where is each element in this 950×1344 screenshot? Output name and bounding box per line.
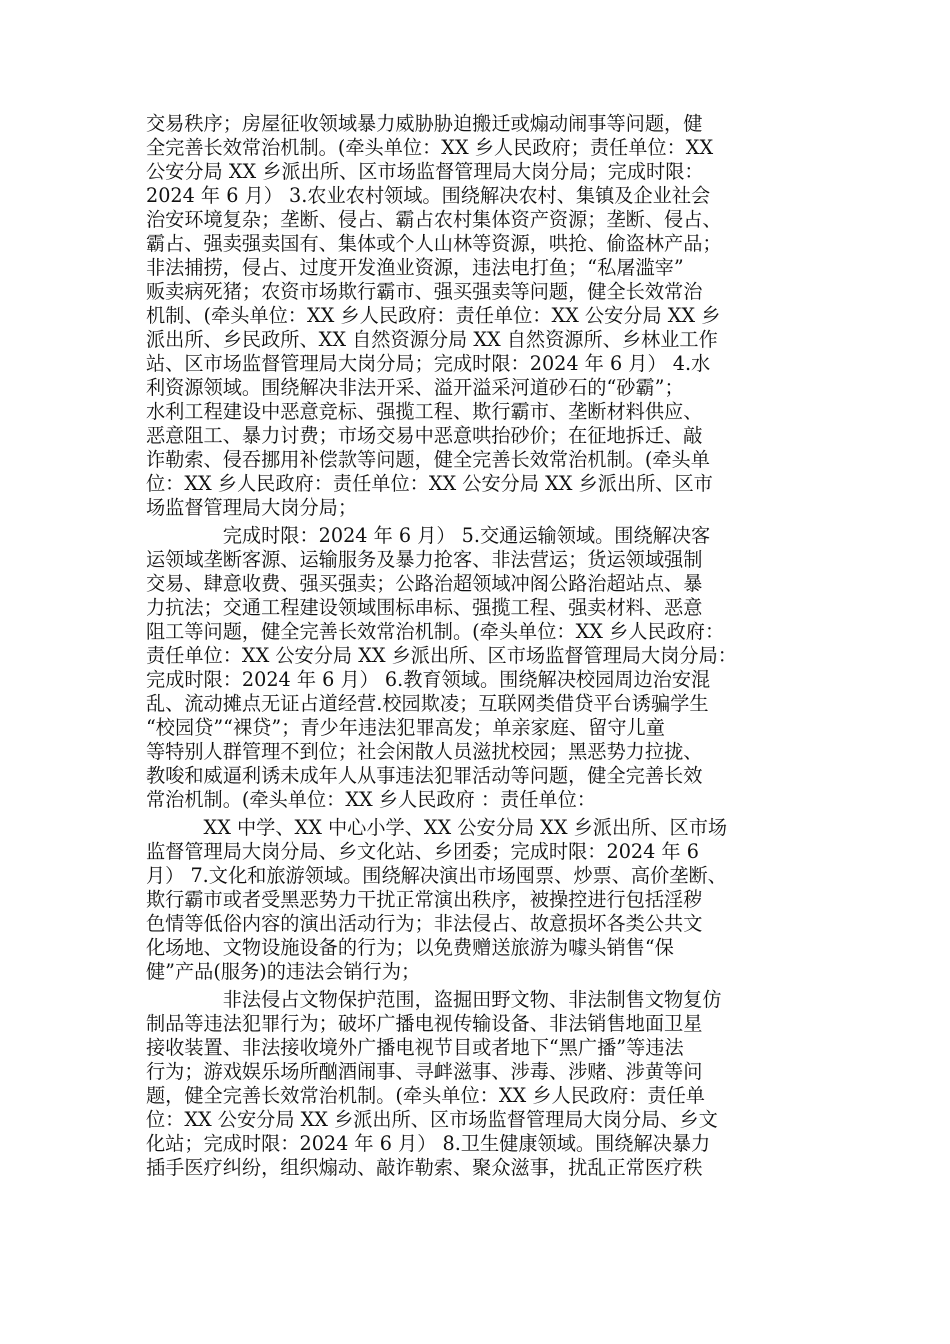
body-text-line: 健”产品(服务)的违法会销行为； bbox=[146, 960, 421, 983]
body-text-line: 乱、流动摊点无证占道经营.校园欺凌；互联网类借贷平台诱骗学生 bbox=[146, 692, 709, 715]
body-text-line: 霸占、强卖强卖国有、集体或个人山林等资源，哄抢、偷盗林产品； bbox=[146, 232, 722, 255]
body-text-line: 接收装置、非法接收境外广播电视节目或者地下“黑广播”等违法 bbox=[146, 1036, 684, 1059]
body-text-line: 利资源领域。围绕解决非法开采、溢开溢采河道砂石的“砂霸”； bbox=[146, 376, 684, 399]
body-text-line: 交易、肆意收费、强买强卖；公路治超领域冲阁公路治超站点、暴 bbox=[146, 572, 703, 595]
body-text-line: 完成时限：2024 年 6 月） 6.教育领域。围绕解决校园周边治安混 bbox=[146, 668, 711, 691]
body-text-line: 非法侵占文物保护范围，盗掘田野文物、非法制售文物复仿 bbox=[146, 988, 722, 1011]
body-text-line: 等特别人群管理不到位；社会闲散人员滋扰校园；黑恶势力拉拢、 bbox=[146, 740, 703, 763]
body-text-line: 全完善长效常治机制。(牵头单位：XX 乡人民政府；责任单位：XX bbox=[146, 136, 714, 159]
body-text-line: 欺行霸市或者受黑恶势力干扰正常演出秩序，被操控进行包括淫秽 bbox=[146, 888, 703, 911]
body-text-line: 水利工程建设中恶意竞标、强揽工程、欺行霸市、垄断材料供应、 bbox=[146, 400, 703, 423]
body-text-line: 机制、(牵头单位：XX 乡人民政府：责任单位：XX 公安分局 XX 乡 bbox=[146, 304, 721, 327]
body-text-line: 位：XX 乡人民政府：责任单位：XX 公安分局 XX 乡派出所、区市 bbox=[146, 472, 713, 495]
body-text-line: XX 中学、XX 中心小学、XX 公安分局 XX 乡派出所、区市场 bbox=[146, 816, 728, 839]
body-text-line: 化站；完成时限：2024 年 6 月） 8.卫生健康领域。围绕解决暴力 bbox=[146, 1132, 711, 1155]
body-text-line: 教唆和威逼利诱未成年人从事违法犯罪活动等问题，健全完善长效 bbox=[146, 764, 703, 787]
body-text-line: 阻工等问题，健全完善长效常治机制。(牵头单位：XX 乡人民政府： bbox=[146, 620, 725, 643]
body-text-line: 完成时限：2024 年 6 月） 5.交通运输领域。围绕解决客 bbox=[146, 524, 711, 547]
body-text-line: 运领域垄断客源、运输服务及暴力抢客、非法营运；货运领域强制 bbox=[146, 548, 703, 571]
body-text-line: 化场地、文物设施设备的行为；以免费赠送旅游为噱头销售“保 bbox=[146, 936, 674, 959]
body-text-line: 场监督管理局大岗分局； bbox=[146, 496, 358, 519]
body-text-line: 力抗法；交通工程建设领域围标串标、强揽工程、强卖材料、恶意 bbox=[146, 596, 703, 619]
body-text-line: 站、区市场监督管理局大岗分局；完成时限：2024 年 6 月） 4.水 bbox=[146, 352, 711, 375]
body-text-line: 派出所、乡民政所、XX 自然资源分局 XX 自然资源所、乡林业工作 bbox=[146, 328, 718, 351]
body-text-line: 位：XX 公安分局 XX 乡派出所、区市场监督管理局大岗分局、乡文 bbox=[146, 1108, 718, 1131]
body-text-line: 恶意阻工、暴力讨费；市场交易中恶意哄抬砂价；在征地拆迁、敲 bbox=[146, 424, 703, 447]
body-text-line: 监督管理局大岗分局、乡文化站、乡团委；完成时限：2024 年 6 bbox=[146, 840, 699, 863]
body-text-line: 责任单位：XX 公安分局 XX 乡派出所、区市场监督管理局大岗分局： bbox=[146, 644, 737, 667]
body-text-line: 2024 年 6 月） 3.农业农村领域。围绕解决农村、集镇及企业社会 bbox=[146, 184, 711, 207]
body-text-line: 常治机制。(牵头单位：XX 乡人民政府 ：责任单位： bbox=[146, 788, 596, 811]
body-text-line: 诈勒索、侵吞挪用补偿款等问题，健全完善长效常治机制。(牵头单 bbox=[146, 448, 710, 471]
body-text-line: 非法捕捞，侵占、过度开发渔业资源，违法电打鱼；“私屠滥宰” bbox=[146, 256, 684, 279]
body-text-line: 交易秩序；房屋征收领域暴力威胁胁迫搬迁或煽动闹事等问题，健 bbox=[146, 112, 703, 135]
body-text-line: 月） 7.文化和旅游领域。围绕解决演出市场囤票、炒票、高价垄断、 bbox=[146, 864, 727, 887]
body-text-line: 题，健全完善长效常治机制。(牵头单位：XX 乡人民政府：责任单 bbox=[146, 1084, 705, 1107]
body-text-line: 治安环境复杂；垄断、侵占、霸占农村集体资产资源；垄断、侵占、 bbox=[146, 208, 722, 231]
body-text-line: “校园贷”“裸贷”；青少年违法犯罪高发；单亲家庭、留守儿童 bbox=[146, 716, 665, 739]
body-text-line: 贩卖病死猪；农资市场欺行霸市、强买强卖等问题，健全长效常治 bbox=[146, 280, 703, 303]
body-text-line: 插手医疗纠纷，组织煽动、敲诈勒索、聚众滋事，扰乱正常医疗秩 bbox=[146, 1156, 703, 1179]
body-text-line: 色情等低俗内容的演出活动行为；非法侵占、故意损坏各类公共文 bbox=[146, 912, 703, 935]
body-text-line: 公安分局 XX 乡派出所、区市场监督管理局大岗分局；完成时限： bbox=[146, 160, 704, 183]
body-text-line: 制品等违法犯罪行为；破坏广播电视传输设备、非法销售地面卫星 bbox=[146, 1012, 703, 1035]
body-text-line: 行为；游戏娱乐场所酗酒闹事、寻衅滋事、涉毒、涉赌、涉黄等问 bbox=[146, 1060, 703, 1083]
